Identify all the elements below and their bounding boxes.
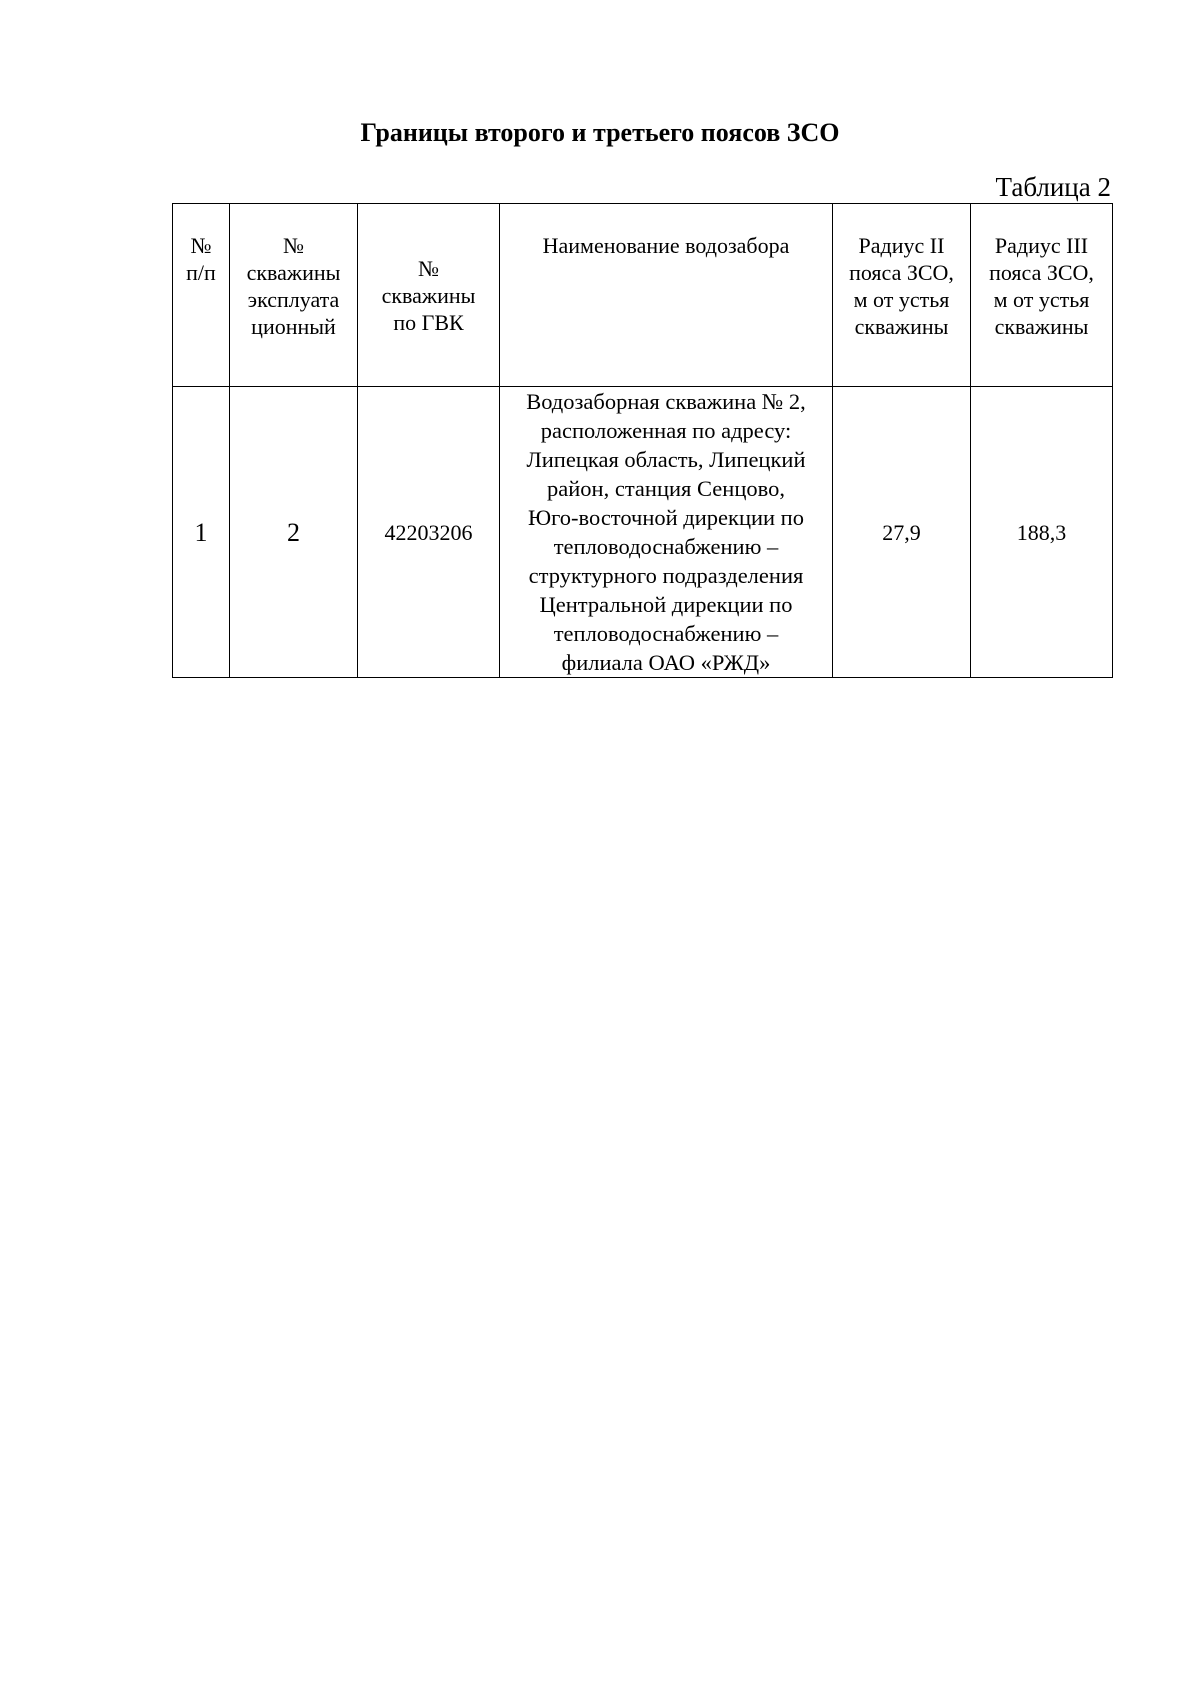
header-intake-name: Наименование водозабора bbox=[500, 204, 833, 387]
table-caption: Таблица 2 bbox=[995, 172, 1111, 202]
header-radius-iii: Радиус III пояса ЗСО, м от устья скважины bbox=[971, 204, 1113, 387]
cell-radius-ii: 27,9 bbox=[833, 387, 971, 678]
header-well-operational: № скважины эксплуата ционный bbox=[230, 204, 358, 387]
header-well-gvk: № скважины по ГВК bbox=[358, 204, 500, 387]
cell-num: 1 bbox=[173, 387, 230, 678]
table-row bbox=[173, 387, 1113, 678]
page-title: Границы второго и третьего поясов ЗСО bbox=[360, 118, 840, 147]
cell-radius-iii: 188,3 bbox=[971, 387, 1113, 678]
header-radius-ii: Радиус II пояса ЗСО, м от устья скважины bbox=[833, 204, 971, 387]
cell-well-operational: 2 bbox=[230, 387, 358, 678]
zso-boundaries-table bbox=[172, 203, 1113, 678]
table-header-row bbox=[173, 204, 1113, 387]
cell-intake-name: Водозаборная скважина № 2, расположенная по адресу: Липецкая область, Липецкий район, станция Сенцово, Юго-восточной дирекции по тепловодоснабжению – структурного подразделения Центральной дирекции по тепловодоснабжению – филиала ОАО «РЖД» bbox=[500, 387, 833, 678]
cell-well-gvk: 42203206 bbox=[358, 387, 500, 678]
header-num: № п/п bbox=[173, 204, 230, 387]
